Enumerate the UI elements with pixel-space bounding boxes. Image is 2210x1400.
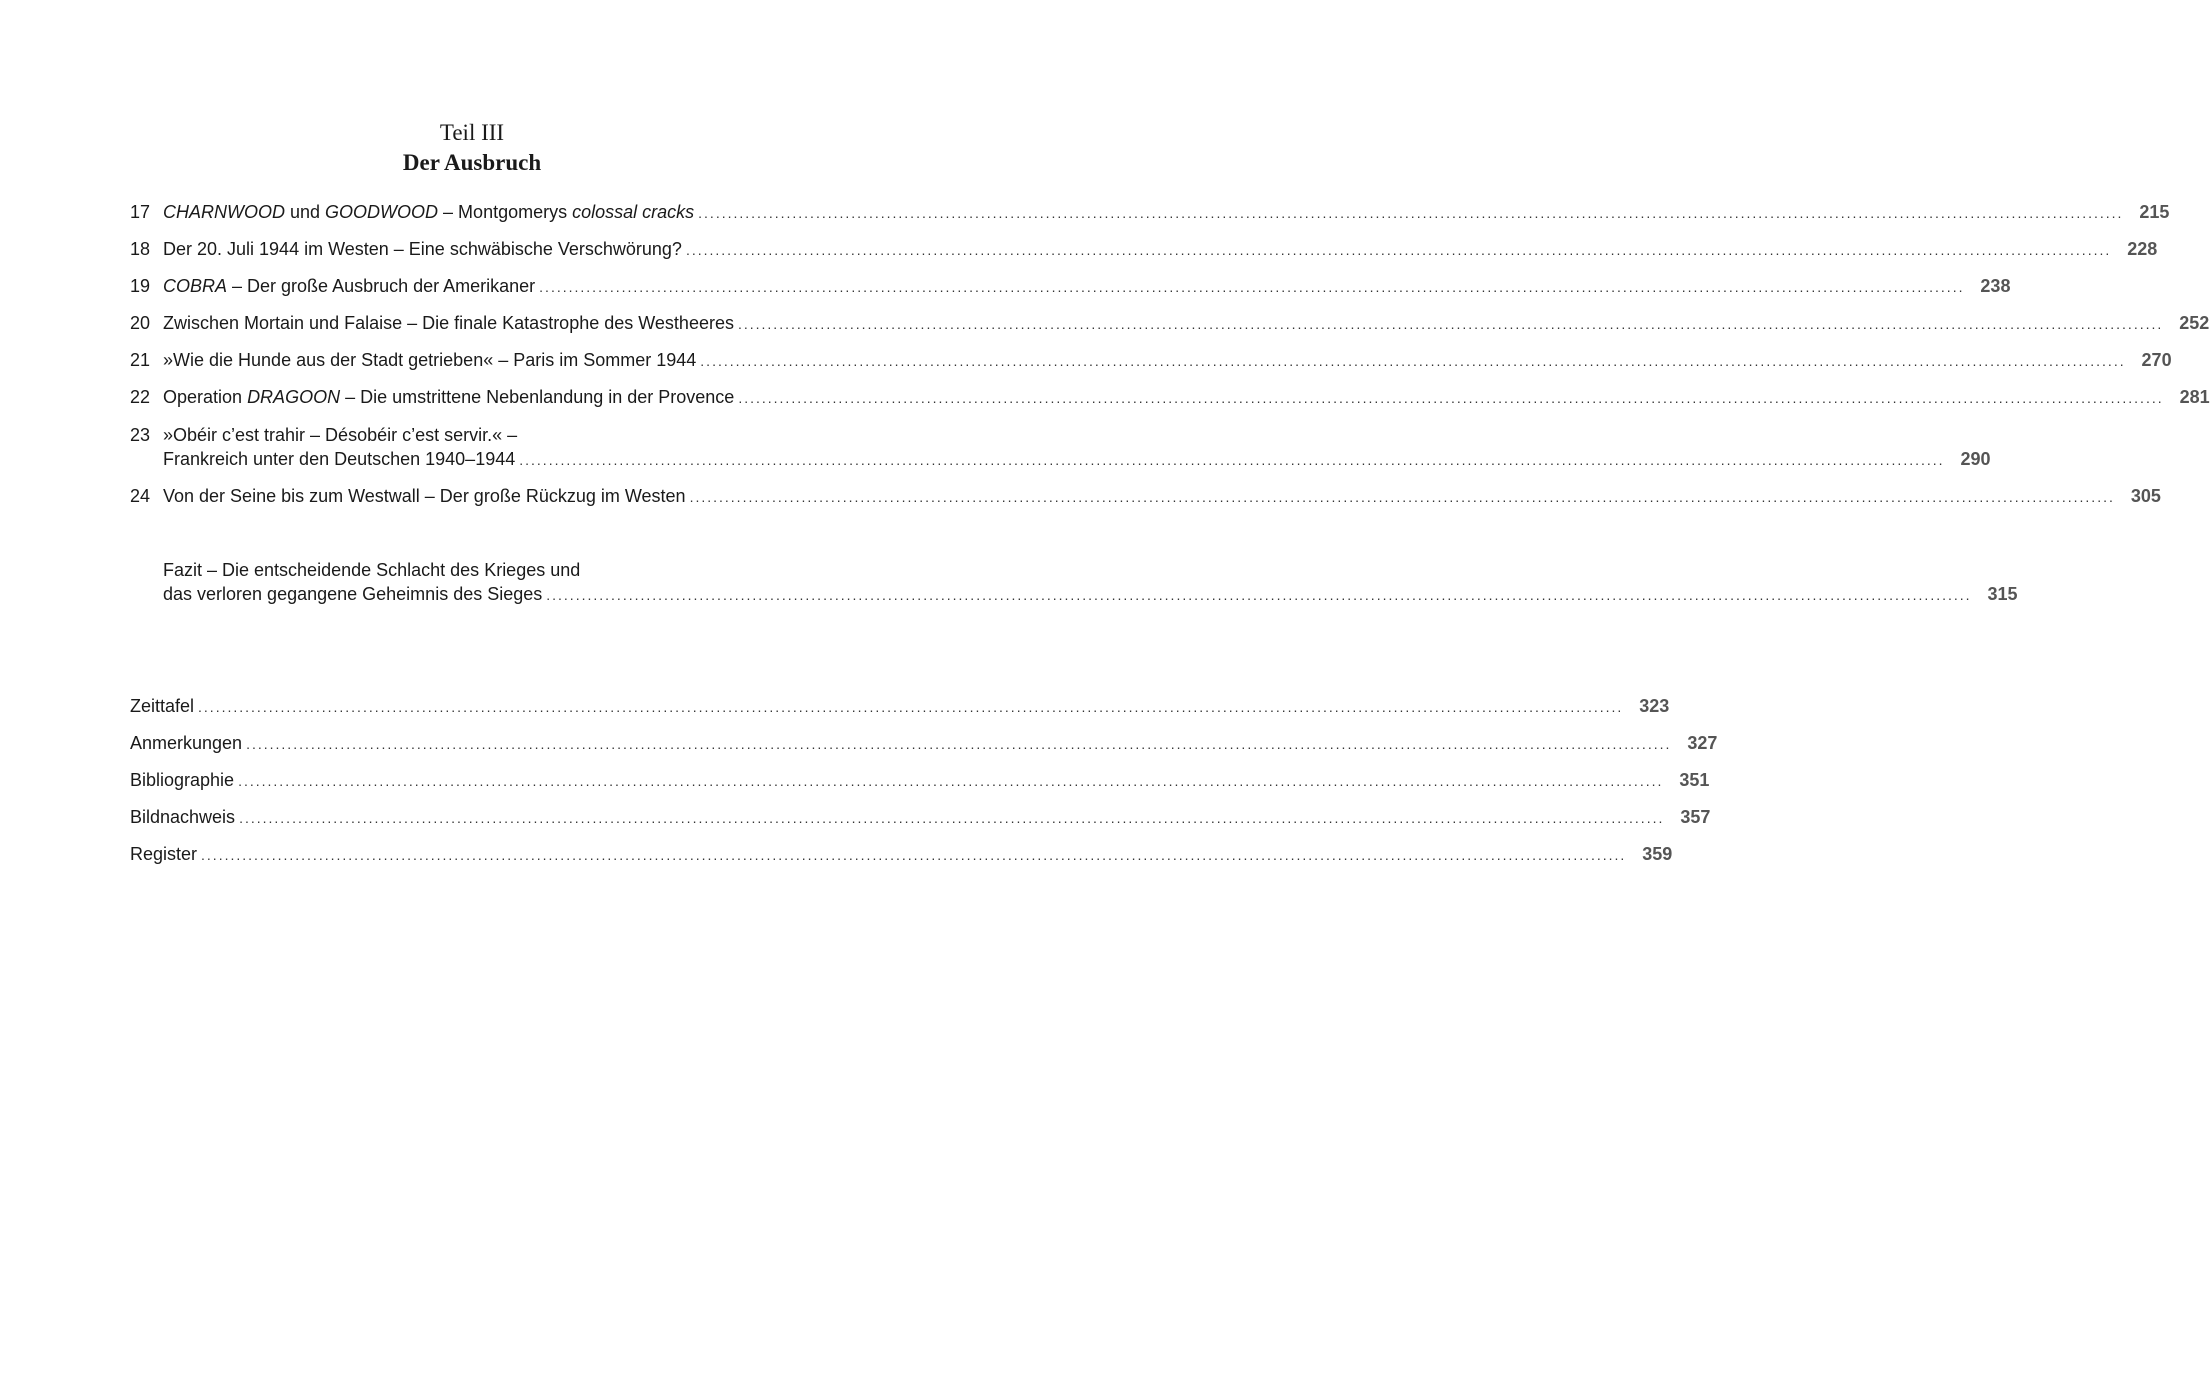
toc-entry-zeittafel[interactable] <box>130 694 1670 719</box>
chapter-title: COBRA – Der große Ausbruch der Amerikaner <box>163 276 536 296</box>
chapter-number: 22 <box>130 387 151 407</box>
chapter-title-line-2: Frankreich unter den Deutschen 1940–1944 <box>163 449 516 469</box>
page-number: 270 <box>2141 350 2172 370</box>
appendix-label: Zeittafel <box>130 696 195 716</box>
leader-dots <box>738 312 2163 336</box>
leader-dots <box>539 275 1964 299</box>
leader-dots <box>238 769 1663 793</box>
toc-entry-23[interactable] <box>130 423 1991 472</box>
chapter-number: 21 <box>130 350 151 370</box>
leader-dots <box>738 386 2163 410</box>
part-header <box>0 118 944 178</box>
page-number: 305 <box>2130 486 2161 506</box>
toc-entry-anmerkungen[interactable] <box>130 731 1718 756</box>
toc-entry-17[interactable] <box>130 200 2170 225</box>
chapter-number: 23 <box>130 425 151 445</box>
page-number: 228 <box>2127 239 2158 259</box>
page-number: 290 <box>1960 449 1991 469</box>
page-number: 252 <box>2179 313 2210 333</box>
appendix-label: Bildnachweis <box>130 807 236 827</box>
toc-entry-19[interactable] <box>130 274 2011 299</box>
leader-dots <box>198 695 1623 719</box>
page-number: 327 <box>1687 733 1718 753</box>
leader-dots <box>201 843 1626 867</box>
toc-entry-bibliographie[interactable] <box>130 768 1710 793</box>
chapter-title: Der 20. Juli 1944 im Westen – Eine schwäbische Verschwörung? <box>163 239 682 259</box>
page-number: 357 <box>1680 807 1711 827</box>
leader-dots <box>546 583 1971 607</box>
chapter-number: 18 <box>130 239 151 259</box>
page-number: 359 <box>1642 844 1673 864</box>
leader-dots <box>246 732 1671 756</box>
page-number: 215 <box>2139 202 2170 222</box>
chapter-number: 17 <box>130 202 151 222</box>
chapter-number: 19 <box>130 276 151 296</box>
part-title: Der Ausbruch <box>402 150 542 175</box>
chapter-number: 24 <box>130 486 151 506</box>
page-number: 351 <box>1679 770 1710 790</box>
toc-entry-24[interactable] <box>130 484 2161 509</box>
chapter-title: Zwischen Mortain und Falaise – Die finale Katastrophe des Westheeres <box>163 313 734 333</box>
chapter-title-line-1: »Obéir c’est trahir – Désobéir c’est servir.« – <box>163 425 518 445</box>
toc-entry-register[interactable] <box>130 842 1673 867</box>
toc-entry-20[interactable] <box>130 311 2210 336</box>
toc-entry-21[interactable] <box>130 348 2172 373</box>
chapter-title: Operation DRAGOON – Die umstrittene Nebenlandung in der Provence <box>163 387 735 407</box>
chapter-number: 20 <box>130 313 151 333</box>
fazit-line-2: das verloren gegangene Geheimnis des Sieges <box>163 584 543 604</box>
leader-dots <box>239 806 1664 830</box>
leader-dots <box>519 448 1944 472</box>
chapter-title: »Wie die Hunde aus der Stadt getrieben« – Paris im Sommer 1944 <box>163 350 697 370</box>
page-number: 238 <box>1980 276 2011 296</box>
appendix-label: Anmerkungen <box>130 733 243 753</box>
part-label: Teil III <box>439 120 505 145</box>
leader-dots <box>700 349 2125 373</box>
toc-entry-fazit[interactable] <box>130 558 2018 607</box>
chapter-title: CHARNWOOD und GOODWOOD – Montgomerys colossal cracks <box>163 202 695 222</box>
toc-entry-22[interactable] <box>130 385 2210 410</box>
page-number: 323 <box>1639 696 1670 716</box>
page-number: 315 <box>1987 584 2018 604</box>
appendix-label: Register <box>130 844 198 864</box>
page-number: 281 <box>2179 387 2210 407</box>
appendix-label: Bibliographie <box>130 770 235 790</box>
leader-dots <box>698 201 2123 225</box>
leader-dots <box>690 485 2115 509</box>
leader-dots <box>686 238 2111 262</box>
toc-entry-bildnachweis[interactable] <box>130 805 1711 830</box>
toc-entry-18[interactable] <box>130 237 2158 262</box>
fazit-line-1: Fazit – Die entscheidende Schlacht des Krieges und <box>163 560 581 580</box>
chapter-title: Von der Seine bis zum Westwall – Der große Rückzug im Westen <box>163 486 686 506</box>
